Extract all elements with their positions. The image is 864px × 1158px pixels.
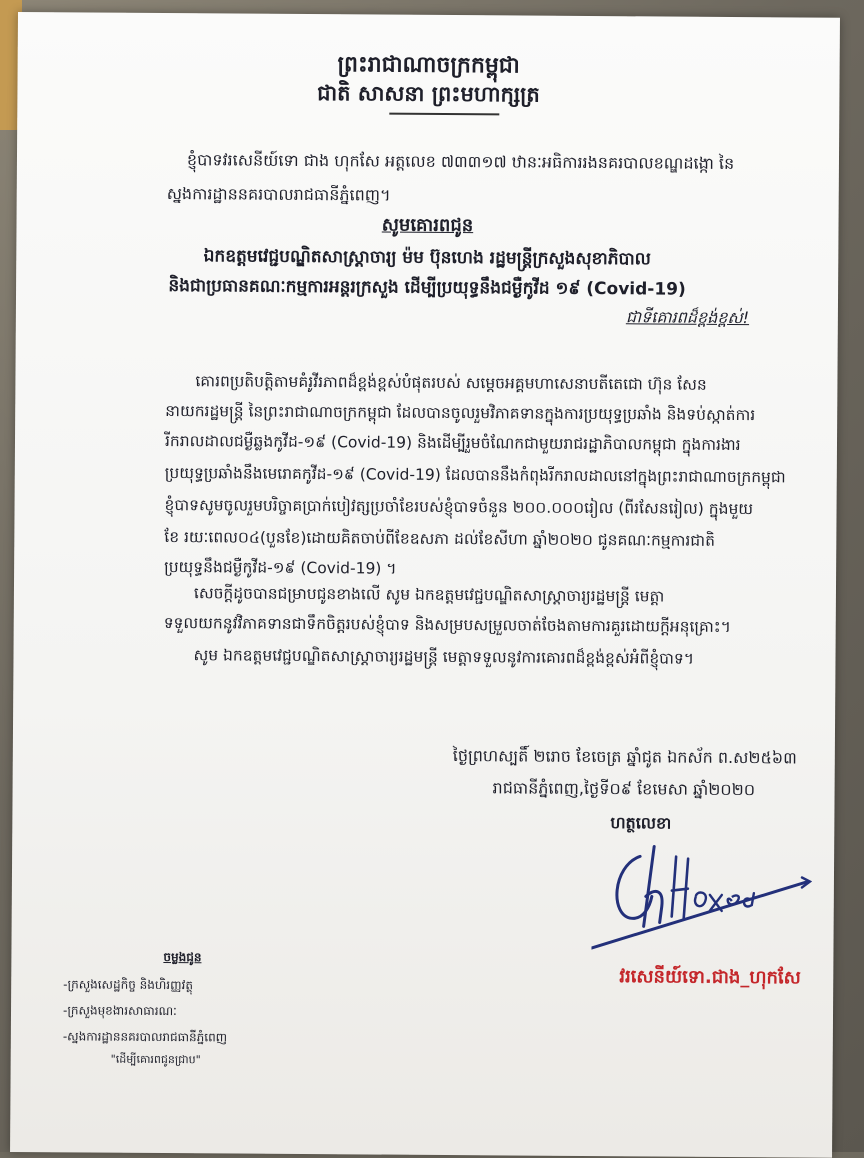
motto-header: ជាតិ សាសនា ព្រះមហាក្សត្រ xyxy=(317,81,540,107)
intro-line-2: ស្នងការដ្ឋាននគរបាលរាជធានីភ្នំពេញ។ xyxy=(166,184,391,205)
paragraph-2 xyxy=(163,583,784,636)
header-divider xyxy=(389,113,499,116)
letter-paper xyxy=(10,12,840,1158)
paragraph-3 xyxy=(164,645,784,668)
paragraph-2-line: ទទួលយកនូវវិភាគទានជាទឹកចិត្តរបស់ខ្ញុំបាទ និងសម្របសម្រួលចាត់ចែងតាមការគួរដោយក្តីអនុគ្រោះ។ xyxy=(163,614,731,636)
paragraph-1-line: ខ្ញុំបាទសូមចូលរួមបរិច្ចាគប្រាក់បៀវត្សប្រចាំខែរបស់ខ្ញុំបាទចំនួន ២០០.០០០រៀល (ពីរសែនរៀល) ក្នុងមួយ xyxy=(164,496,754,519)
signature-title: ហត្ថលេខា xyxy=(610,813,672,833)
cc-item: -ក្រសួងមុខងារសាធារណៈ xyxy=(62,1003,177,1019)
cc-item: -ស្នងការដ្ឋាននគរបាលរាជធានីភ្នំពេញ xyxy=(62,1029,228,1045)
cc-note: "ដើម្បីគោរពជូនជ្រាប" xyxy=(110,1052,201,1067)
honor-line: ជាទីគោរពដ៏ខ្ពង់ខ្ពស់! xyxy=(625,307,750,328)
paragraph-1-line: នាយករដ្ឋមន្ត្រី នៃព្រះរាជាណាចក្រកម្ពុជា ដែលបានចូលរួមវិភាគទានក្នុងការប្រយុទ្ធប្រឆាំង និងទប់ស្កាត់ការ xyxy=(165,402,756,425)
recipient-line-2: និងជាប្រធានគណៈកម្មការអន្តរក្រសួង ដើម្បីប្រយុទ្ធនឹងជម្ងឺកូវីដ ១៩ (Covid-19) xyxy=(168,276,686,300)
kingdom-header: ព្រះរាជាណាចក្រកម្ពុជា xyxy=(337,52,520,79)
paragraph-1-line: ខែ រយៈពេល០៤(បួនខែ)ដោយគិតចាប់ពីខែឧសភា ដល់ខែសីហា ឆ្នាំ២០២០ ជូនគណៈកម្មការជាតិ xyxy=(164,528,716,550)
handwritten-signature xyxy=(591,836,812,958)
signer-name-stamp: វរសេនីយ៍ទោ.ជាង_ហុកសែ xyxy=(619,966,801,989)
paragraph-1-line: រីករាលដាលជម្ងឺឆ្លងកូវីដ-១៩ (Covid-19) និងដើម្បីរួមចំណែកជាមួយរាជរដ្ឋាភិបាលកម្ពុជា ក្នុងការងារ xyxy=(164,432,741,455)
solar-date: រាជធានីភ្នំពេញ,ថ្ងៃទី០៩ ខែមេសា ឆ្នាំ២០២០ xyxy=(492,778,756,800)
paragraph-2-line: សេចក្តីដូចបានជម្រាបជូនខាងលើ សូម ឯកឧត្តមវេជ្ជបណ្ឌិតសាស្ត្រាចារ្យរដ្ឋមន្ត្រី មេត្តា xyxy=(193,584,665,606)
intro-line-1: ខ្ញុំបាទវរសេនីយ៍ទោ ជាង ហុកសែ អត្តលេខ ៧៣៣១៧ ឋានៈអធិការរងនគរបាលខណ្ឌដង្កោ នៃ xyxy=(186,150,735,174)
paragraph-1 xyxy=(164,371,786,578)
subject-heading: សូមគោរពជូន xyxy=(381,214,474,237)
cc-title: ចម្លងជូន xyxy=(163,950,202,965)
paragraph-1-line: ប្រយុទ្ធនឹងជម្ងឺកូវីដ-១៩ (Covid-19) ។ xyxy=(164,558,397,578)
paragraph-3-line: សូម ឯកឧត្តមវេជ្ជបណ្ឌិតសាស្ត្រាចារ្យរដ្ឋមន្ត្រី មេត្តាទទួលនូវការគោរពដ៏ខ្ពង់ខ្ពស់អំពីខ្ញុំបាទ។ xyxy=(193,646,695,668)
cc-item: -ក្រសួងសេដ្ឋកិច្ច និងហិរញ្ញវត្ថុ xyxy=(63,977,194,993)
paragraph-1-line: គោរពប្រតិបត្តិតាមគំរូវីរភាពដ៏ខ្ពង់ខ្ពស់បំផុតរបស់ សម្តេចអគ្គមហាសេនាបតីតេជោ ហ៊ុន សែន xyxy=(195,372,707,394)
lunar-date: ថ្ងៃព្រហស្បតិ៍ ២រោច ខែចេត្រ ឆ្នាំជូត ឯកស័ក ព.ស២៥៦៣ xyxy=(452,746,797,768)
recipient-line-1: ឯកឧត្តមវេជ្ជបណ្ឌិតសាស្ត្រាចារ្យ ម៉ម ប៊ុនហេង រដ្ឋមន្ត្រីក្រសួងសុខាភិបាល xyxy=(203,246,651,270)
paragraph-1-line: ប្រយុទ្ធប្រឆាំងនឹងមេរោគកូវីដ-១៩ (Covid-19) ដែលបាននឹងកំពុងរីករាលដាលនៅក្នុងព្រះរាជាណាចក្រកម្ពុជា xyxy=(164,464,786,487)
